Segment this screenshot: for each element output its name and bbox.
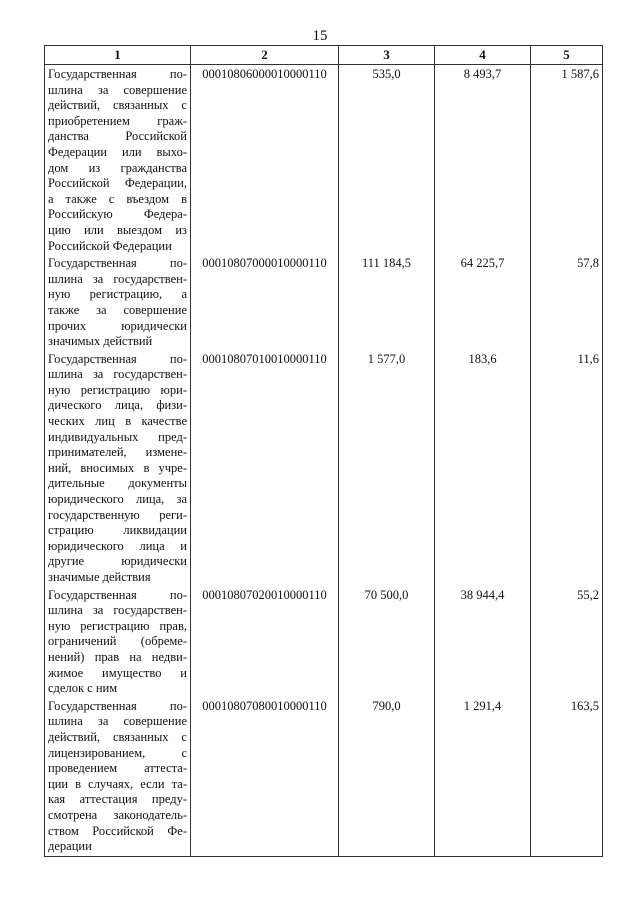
- row-col5-value: 1 587,6: [531, 65, 603, 255]
- description-line: Федерации или выхо-: [48, 144, 187, 159]
- description-line: шлина за государствен-: [48, 271, 187, 286]
- description-line: Российской Федерации: [48, 238, 172, 253]
- description-line: Российскую Федера-: [48, 207, 187, 222]
- description-line: проведением аттеста-: [48, 761, 187, 776]
- row-description: [45, 697, 191, 857]
- row-code: 00010807010010000110: [191, 350, 339, 586]
- description-line: шлина за совершение: [48, 714, 187, 729]
- description-line: значимых действий: [48, 334, 153, 349]
- description-line: ограничений (обреме-: [48, 634, 187, 649]
- description-line: сделок с ним: [48, 681, 118, 696]
- description-line: шлина за государствен-: [48, 603, 187, 618]
- description-line: а также с въездом в: [48, 191, 187, 206]
- table-row: [45, 254, 603, 350]
- row-col4-value: 38 944,4: [435, 586, 531, 697]
- page-number: 15: [312, 28, 328, 44]
- table-body: [45, 65, 603, 857]
- description-line: юридического лица и: [48, 538, 187, 553]
- row-description: [45, 254, 191, 350]
- header-col-4: 4: [435, 46, 531, 65]
- description-line: лицензированием, с: [48, 745, 187, 760]
- description-line: Государственная по-: [48, 67, 187, 81]
- row-col4-value: 8 493,7: [435, 65, 531, 255]
- row-code: 00010807000010000110: [191, 254, 339, 350]
- description-line: нений) прав на недви-: [48, 649, 187, 664]
- row-description: [45, 586, 191, 697]
- row-col3-value: 790,0: [339, 697, 435, 857]
- description-line: смотрена законодатель-: [48, 807, 187, 822]
- header-col-3: 3: [339, 46, 435, 65]
- header-row: [45, 46, 603, 65]
- description-line: действий, связанных с: [48, 98, 187, 113]
- row-col4-value: 64 225,7: [435, 254, 531, 350]
- description-line: Государственная по-: [48, 256, 187, 271]
- row-code: 00010807020010000110: [191, 586, 339, 697]
- row-col5-value: 11,6: [531, 350, 603, 586]
- description-line: значимые действия: [48, 570, 151, 584]
- description-line: ством Российской Фе-: [48, 823, 187, 838]
- description-line: прочих юридически: [48, 318, 187, 333]
- description-line: принимателей, измене-: [48, 445, 187, 460]
- row-description: [45, 350, 191, 586]
- row-col5-value: 55,2: [531, 586, 603, 697]
- description-line: действий, связанных с: [48, 729, 187, 744]
- row-code: 00010807080010000110: [191, 697, 339, 857]
- header-col-2: 2: [191, 46, 339, 65]
- row-col3-value: 1 577,0: [339, 350, 435, 586]
- description-line: Российской Федерации,: [48, 176, 187, 191]
- row-code: 00010806000010000110: [191, 65, 339, 255]
- table-row: [45, 697, 603, 857]
- table-row: [45, 586, 603, 697]
- row-col4-value: 1 291,4: [435, 697, 531, 857]
- description-line: цию или выездом из: [48, 222, 187, 237]
- description-line: Государственная по-: [48, 587, 187, 602]
- description-line: ний, вносимых в учре-: [48, 460, 187, 475]
- description-line: также за совершение: [48, 302, 187, 317]
- description-line: приобретением граж-: [48, 113, 187, 128]
- description-line: данства Российской: [48, 129, 187, 144]
- description-line: ную регистрацию, а: [48, 287, 187, 302]
- row-col5-value: 57,8: [531, 254, 603, 350]
- row-col3-value: 111 184,5: [339, 254, 435, 350]
- header-col-1: 1: [45, 46, 191, 65]
- budget-table: [44, 45, 603, 857]
- table-row: [45, 350, 603, 586]
- description-line: кая аттестация преду-: [48, 792, 187, 807]
- description-line: дического лица, физи-: [48, 398, 187, 413]
- description-line: дерации: [48, 839, 92, 854]
- description-line: дом из гражданства: [48, 160, 187, 175]
- description-line: страцию ликвидации: [48, 523, 187, 538]
- header-col-5: 5: [531, 46, 603, 65]
- description-line: шлина за государствен-: [48, 367, 187, 382]
- description-line: индивидуальных пред-: [48, 429, 187, 444]
- description-line: ную регистрацию прав,: [48, 618, 187, 633]
- description-line: ную регистрацию юри-: [48, 382, 187, 397]
- table-row: [45, 65, 603, 255]
- description-line: Государственная по-: [48, 351, 187, 366]
- description-line: государственную реги-: [48, 507, 187, 522]
- row-col4-value: 183,6: [435, 350, 531, 586]
- description-line: шлина за совершение: [48, 82, 187, 97]
- description-line: другие юридически: [48, 554, 187, 569]
- description-line: дительные документы: [48, 476, 187, 491]
- row-col3-value: 535,0: [339, 65, 435, 255]
- row-description: [45, 65, 191, 255]
- table-header: [45, 46, 603, 65]
- description-line: ческих лиц в качестве: [48, 414, 187, 429]
- description-line: жимое имущество и: [48, 665, 187, 680]
- row-col3-value: 70 500,0: [339, 586, 435, 697]
- description-line: ции в случаях, если та-: [48, 776, 187, 791]
- description-line: Государственная по-: [48, 698, 187, 713]
- row-col5-value: 163,5: [531, 697, 603, 857]
- description-line: юридического лица, за: [48, 492, 187, 507]
